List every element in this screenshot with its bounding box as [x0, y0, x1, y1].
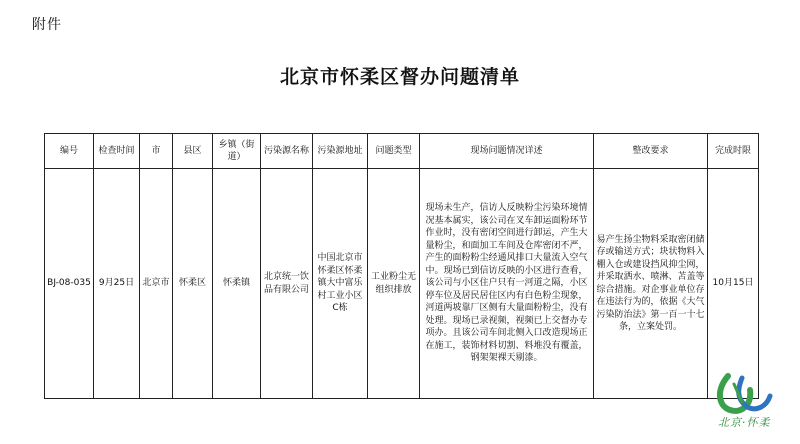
attachment-label: 附件	[32, 17, 62, 33]
header-cell-problem-type: 问题类型	[368, 134, 420, 169]
cell-detail: 现场未生产，信访人反映粉尘污染环境情况基本属实，该公司在叉车卸运面粉环节作业时，没有密闭空间进行卸运，产生大量粉尘，和面加工车间及仓库密闭不严，产生的面粉粉尘经通风排口大量流入空气中。现场已到信访反映的小区进行查看，该公司与小区住户只有一河道之隔，小区停车位及居民居住区内有白色粉尘现象，河道两坡靠厂区侧有大量面粉粉尘，没有处理。现场已录视频，视频已上交督办专项办。且该公司车间北侧入口改造现场正在施工，装饰材料切割、料堆没有覆盖，钢架架裸天剔漆。	[420, 169, 594, 399]
table-header-row	[45, 134, 759, 169]
cell-address: 中国北京市怀柔区怀柔镇大中富乐村工业小区C栋	[313, 169, 368, 399]
cell-town: 怀柔镇	[213, 169, 261, 399]
table-row	[45, 169, 759, 399]
header-cell-id: 编号	[45, 134, 94, 169]
cell-id: BJ-08-035	[45, 169, 94, 399]
page-title: 北京市怀柔区督办问题清单	[279, 66, 520, 88]
cell-date: 9月25日	[94, 169, 140, 399]
header-cell-deadline: 完成时限	[708, 134, 759, 169]
cell-requirement: 易产生扬尘物料采取密闭储存或输送方式；块状物料入棚入仓或建设挡风抑尘网，并采取洒水、喷淋、苫盖等综合措施。对企事业单位存在违法行为的，依据《大气污染防治法》第一百一十七条，立案处罚。	[594, 169, 708, 399]
cell-source-name: 北京统一饮品有限公司	[261, 169, 313, 399]
header-cell-town: 乡镇（街道）	[213, 134, 261, 169]
cell-deadline: 10月15日	[708, 169, 759, 399]
cell-problem-type: 工业粉尘无组织排放	[368, 169, 420, 399]
header-cell-address: 污染源地址	[313, 134, 368, 169]
supervision-issue-table	[44, 133, 759, 399]
header-cell-source-name: 污染源名称	[261, 134, 313, 169]
cell-county: 怀柔区	[173, 169, 213, 399]
logo-caption: 北京·怀柔	[718, 416, 771, 429]
header-cell-city: 市	[140, 134, 173, 169]
header-cell-county: 县区	[173, 134, 213, 169]
cell-city: 北京市	[140, 169, 173, 399]
header-cell-requirement: 整改要求	[594, 134, 708, 169]
header-cell-date: 检查时间	[94, 134, 140, 169]
header-cell-detail: 现场问题情况详述	[420, 134, 594, 169]
